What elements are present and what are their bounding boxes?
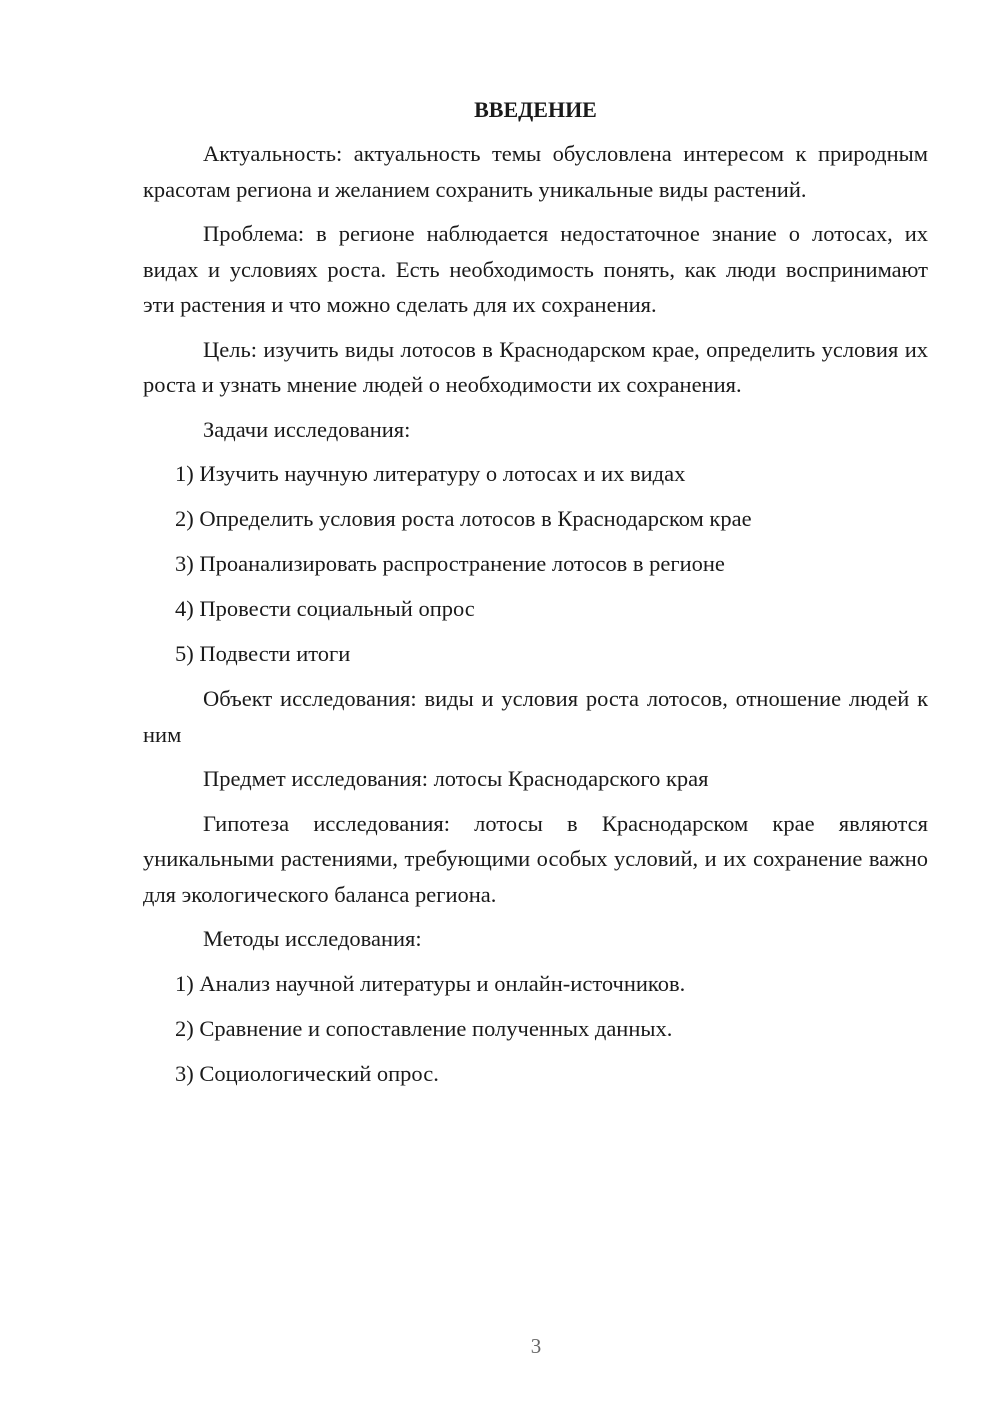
method-item-3: 3) Социологический опрос.	[175, 1060, 439, 1086]
task-item-5: 5) Подвести итоги	[175, 641, 351, 666]
method-item-1: 1) Анализ научной литературы и онлайн-источников.	[175, 970, 686, 996]
method-item-2: 2) Сравнение и сопоставление полученных данных.	[175, 1015, 673, 1041]
task-item-4: 4) Провести социальный опрос	[175, 596, 475, 621]
tasks-list	[143, 456, 928, 672]
paragraph-relevance: Актуальность: актуальность темы обусловлена интересом к природным красотам региона и желанием сохранить уникальные виды растений.	[143, 141, 928, 202]
task-item-1: 1) Изучить научную литературу о лотосах и их видах	[175, 461, 686, 486]
paragraph-problem: Проблема: в регионе наблюдается недостаточное знание о лотосах, их видах и условиях роста. Есть необходимость понять, как люди воспринимают эти растения и что можно сделать для их сохранения.	[143, 221, 928, 317]
page-number: 3	[530, 1334, 542, 1358]
document-body	[143, 92, 928, 1101]
task-item-2: 2) Определить условия роста лотосов в Краснодарском крае	[175, 506, 752, 531]
paragraph-goal: Цель: изучить виды лотосов в Краснодарском крае, определить условия их роста и узнать мнение людей о необходимости их сохранения.	[143, 336, 928, 397]
paragraph-subject: Предмет исследования: лотосы Краснодарского края	[203, 766, 709, 791]
section-title: ВВЕДЕНИЕ	[474, 97, 597, 122]
paragraph-object: Объект исследования: виды и условия роста лотосов, отношение людей к ним	[143, 686, 928, 747]
methods-heading: Методы исследования:	[203, 926, 422, 951]
methods-list	[143, 966, 928, 1092]
task-item-3: 3) Проанализировать распространение лотосов в регионе	[175, 551, 725, 576]
paragraph-hypothesis: Гипотеза исследования: лотосы в Краснодарском крае являются уникальными растениями, требующими особых условий, и их сохранение важно для экологического баланса региона.	[143, 810, 928, 907]
tasks-heading: Задачи исследования:	[203, 416, 411, 442]
